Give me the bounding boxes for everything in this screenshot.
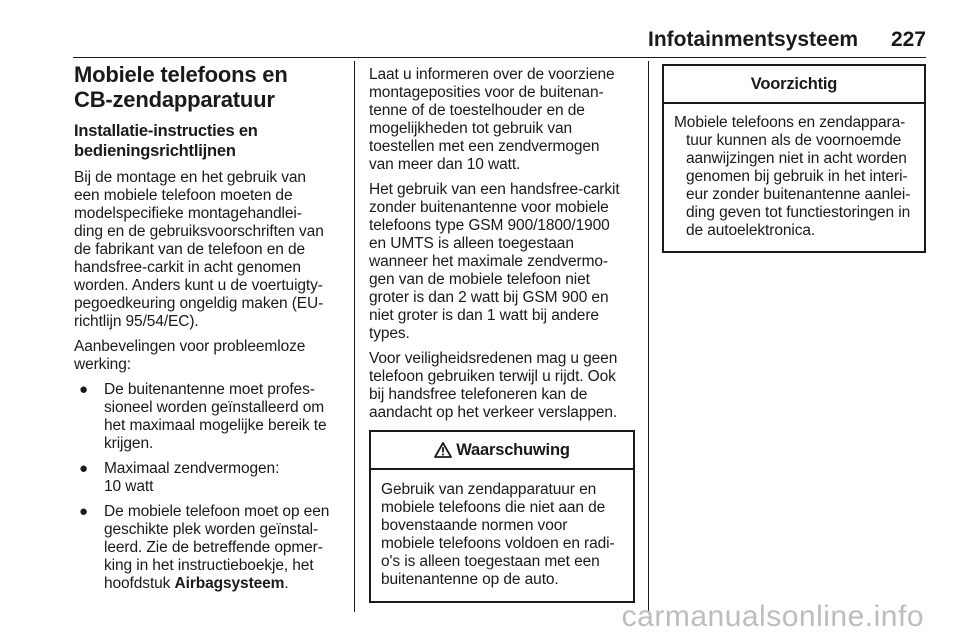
text-line: eur zonder buitenantenne aanlei- xyxy=(686,186,911,203)
text-line: Aanbevelingen voor probleemloze xyxy=(74,338,306,355)
recommendations-paragraph xyxy=(74,338,341,374)
list-item xyxy=(74,381,341,453)
text-line: handsfree-carkit in acht genomen xyxy=(74,259,301,276)
warning-title: Waarschuwing xyxy=(456,440,570,459)
text-line: niet groter is dan 1 watt bij andere xyxy=(369,307,599,324)
caution-header xyxy=(664,66,924,104)
recommendations-list xyxy=(74,381,341,593)
text-line: toestellen met een zendvermogen xyxy=(369,138,600,155)
running-header-title: Infotainmentsysteem xyxy=(648,28,859,51)
page-number: 227 xyxy=(890,28,926,51)
warning-header xyxy=(371,432,633,470)
subsection-title-line-1: Installatie-instructies en xyxy=(74,122,258,140)
text-line: ding en de gebruiksvoorschriften van xyxy=(74,223,324,240)
warning-triangle-icon xyxy=(434,442,452,458)
column-left xyxy=(74,62,341,593)
text-line: De mobiele telefoon moet op een xyxy=(104,503,330,520)
text-line: Laat u informeren over de voorziene xyxy=(369,66,615,83)
bullet-icon: ● xyxy=(79,460,88,477)
column-divider-right xyxy=(648,61,649,612)
cross-reference-airbagsysteem: Airbagsysteem xyxy=(174,575,285,592)
text-line: Mobiele telefoons en zendappara- xyxy=(674,114,906,131)
text-line: buitenantenne op de auto. xyxy=(381,571,559,588)
text-line: pegoedkeuring ongeldig maken (EU- xyxy=(74,295,324,312)
text-line: tuur kunnen als de voornoemde xyxy=(686,132,902,149)
text-line: en UMTS is alleen toegestaan xyxy=(369,235,574,252)
text-line: geschikte plek worden geïnstal- xyxy=(104,521,319,538)
safety-paragraph xyxy=(369,350,635,422)
text-line: krijgen. xyxy=(104,435,154,452)
text-line: mobiele telefoons die niet aan de xyxy=(381,499,606,516)
text-line: werking: xyxy=(74,356,131,373)
caution-body xyxy=(664,104,924,251)
text-line: Voor veiligheidsredenen mag u geen xyxy=(369,350,618,367)
text-line: bovenstaande normen voor xyxy=(381,517,568,534)
text-line: mobiele telefoons voldoen en radi- xyxy=(381,535,615,552)
text-line: zonder buitenantenne voor mobiele xyxy=(369,199,609,216)
column-middle xyxy=(369,62,635,603)
bullet-icon: ● xyxy=(79,503,88,520)
warning-box xyxy=(369,430,635,603)
text-line: king in het instructieboekje, het xyxy=(104,557,314,574)
installation-info-paragraph xyxy=(369,66,635,174)
warning-body xyxy=(371,470,633,601)
text-line: worden. Anders kunt u de voertuigty- xyxy=(74,277,323,294)
text-line: types. xyxy=(369,325,410,342)
column-right xyxy=(662,64,926,253)
text-line: de autoelektronica. xyxy=(686,222,816,239)
text-line: tenne of de toestelhouder en de xyxy=(369,102,585,119)
text-line: Gebruik van zendapparatuur en xyxy=(381,481,597,498)
text-line: telefoons type GSM 900/1800/1900 xyxy=(369,217,610,234)
text-line: genomen bij gebruik in het interi- xyxy=(686,168,908,185)
text-line: leerd. Zie de betreffende opmer- xyxy=(104,539,323,556)
text-line: 10 watt xyxy=(104,478,154,495)
subsection-title xyxy=(74,121,341,161)
list-item xyxy=(74,503,341,593)
text-line: richtlijn 95/54/EC). xyxy=(74,313,199,330)
text-line: ding geven tot functiestoringen in xyxy=(686,204,911,221)
handsfree-paragraph xyxy=(369,181,635,343)
text-line: De buitenantenne moet profes- xyxy=(104,381,315,398)
intro-paragraph xyxy=(74,169,341,331)
bullet-icon: ● xyxy=(79,381,88,398)
section-title-line-2: CB-zendapparatuur xyxy=(74,87,275,112)
text-line: Bij de montage en het gebruik van xyxy=(74,169,306,186)
section-title-line-1: Mobiele telefoons en xyxy=(74,62,288,87)
column-divider-left xyxy=(354,61,355,612)
subsection-title-line-2: bedieningsrichtlijnen xyxy=(74,142,236,160)
text-line: mogelijkheden tot gebruik van xyxy=(369,120,573,137)
text-line: van meer dan 10 watt. xyxy=(369,156,521,173)
text-line: gen van de mobiele telefoon niet xyxy=(369,271,590,288)
caution-box xyxy=(662,64,926,253)
text-line: bij handsfree telefoneren kan de xyxy=(369,386,588,403)
text-line: modelspecifieke montagehandlei- xyxy=(74,205,302,222)
text-line: de fabrikant van de telefoon en de xyxy=(74,241,305,258)
end-punctuation: . xyxy=(284,575,289,592)
text-line: een mobiele telefoon moeten de xyxy=(74,187,293,204)
caution-title: Voorzichtig xyxy=(750,74,838,93)
list-item xyxy=(74,460,341,496)
text-line: Het gebruik van een handsfree-carkit xyxy=(369,181,620,198)
section-title xyxy=(74,62,341,112)
text-line: wanneer het maximale zendvermo- xyxy=(369,253,608,270)
text-line: Maximaal zendvermogen: xyxy=(104,460,280,477)
watermark: carmanualsonline.info xyxy=(621,600,924,633)
text-line: aandacht op het verkeer verslappen. xyxy=(369,404,618,421)
text-line: het maximaal mogelijke bereik te xyxy=(104,417,327,434)
caution-continuation xyxy=(674,132,916,240)
text-line: montageposities voor de buitenan- xyxy=(369,84,604,101)
text-line: telefoon gebruiken terwijl u rijdt. Ook xyxy=(369,368,616,385)
header-rule xyxy=(73,57,926,58)
text-line: o's is alleen toegestaan met een xyxy=(381,553,600,570)
text-line: groter is dan 2 watt bij GSM 900 en xyxy=(369,289,609,306)
text-line: aanwijzingen niet in acht worden xyxy=(686,150,907,167)
text-line: sioneel worden geïnstalleerd om xyxy=(104,399,325,416)
text-line: hoofdstuk xyxy=(104,575,175,592)
